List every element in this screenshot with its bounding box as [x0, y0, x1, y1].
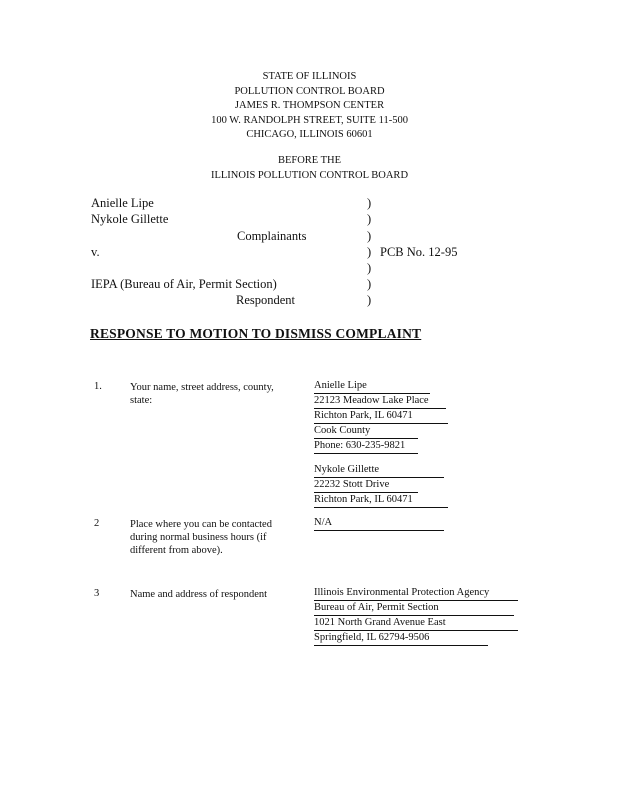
header-line: JAMES R. THOMPSON CENTER — [234, 100, 385, 111]
answer-line: Anielle Lipe — [314, 379, 430, 394]
answer-line: Bureau of Air, Permit Section — [314, 601, 514, 616]
before-header — [0, 154, 619, 183]
answer-line: Nykole Gillette — [314, 463, 444, 478]
answer-line: Richton Park, IL 60471 — [314, 493, 448, 508]
item-question: Place where you can be contacted during normal business hours (if different from above). — [130, 519, 272, 556]
versus-label: v. — [91, 245, 100, 259]
respondent-label: Respondent — [236, 293, 296, 307]
answer-line: Richton Park, IL 60471 — [314, 409, 448, 424]
item-number: 1. — [94, 381, 102, 392]
answer-line: Cook County — [314, 424, 418, 439]
header-line: 100 W. RANDOLPH STREET, SUITE 11-500 — [211, 114, 408, 126]
caption-paren: ) — [367, 277, 372, 291]
item-number: 2 — [94, 518, 100, 529]
before-line: ILLINOIS POLLUTION CONTROL BOARD — [210, 169, 409, 181]
before-line: BEFORE THE — [277, 155, 342, 166]
complainants-label: Complainants — [237, 229, 307, 243]
answer-line: 1021 North Grand Avenue East — [314, 616, 518, 631]
answer-line: Phone: 630-235-9821 — [314, 439, 418, 454]
respondent-name: IEPA (Bureau of Air, Permit Section) — [91, 277, 277, 291]
caption-paren: ) — [367, 261, 372, 275]
header-line: CHICAGO, ILLINOIS 60601 — [246, 129, 373, 140]
answer-line: Springfield, IL 62794-9506 — [314, 631, 488, 646]
item-question: Name and address of respondent — [130, 589, 268, 600]
caption-paren: ) — [367, 212, 372, 226]
answer-line: Illinois Environmental Protection Agency — [314, 586, 518, 601]
answer-complainant-1 — [314, 379, 430, 454]
case-number: PCB No. 12-95 — [380, 245, 458, 259]
item-number: 3 — [94, 588, 100, 599]
caption-paren: ) — [367, 196, 372, 210]
board-header — [0, 70, 619, 143]
caption-paren: ) — [367, 229, 372, 243]
header-line: STATE OF ILLINOIS — [262, 71, 357, 82]
complainant-2: Nykole Gillette — [91, 212, 169, 226]
document-title: RESPONSE TO MOTION TO DISMISS COMPLAINT — [90, 326, 422, 341]
answer-line: N/A — [314, 516, 444, 531]
caption-paren: ) — [367, 245, 372, 259]
answer-contact — [314, 516, 444, 531]
answer-line: 22232 Stott Drive — [314, 478, 418, 493]
answer-complainant-2 — [314, 463, 446, 508]
answer-line: 22123 Meadow Lake Place — [314, 394, 446, 409]
complainant-1: Anielle Lipe — [91, 196, 154, 210]
caption-paren: ) — [367, 293, 372, 307]
header-line: POLLUTION CONTROL BOARD — [234, 85, 385, 97]
item-question: Your name, street address, county, state: — [130, 382, 274, 406]
answer-respondent — [314, 586, 518, 646]
